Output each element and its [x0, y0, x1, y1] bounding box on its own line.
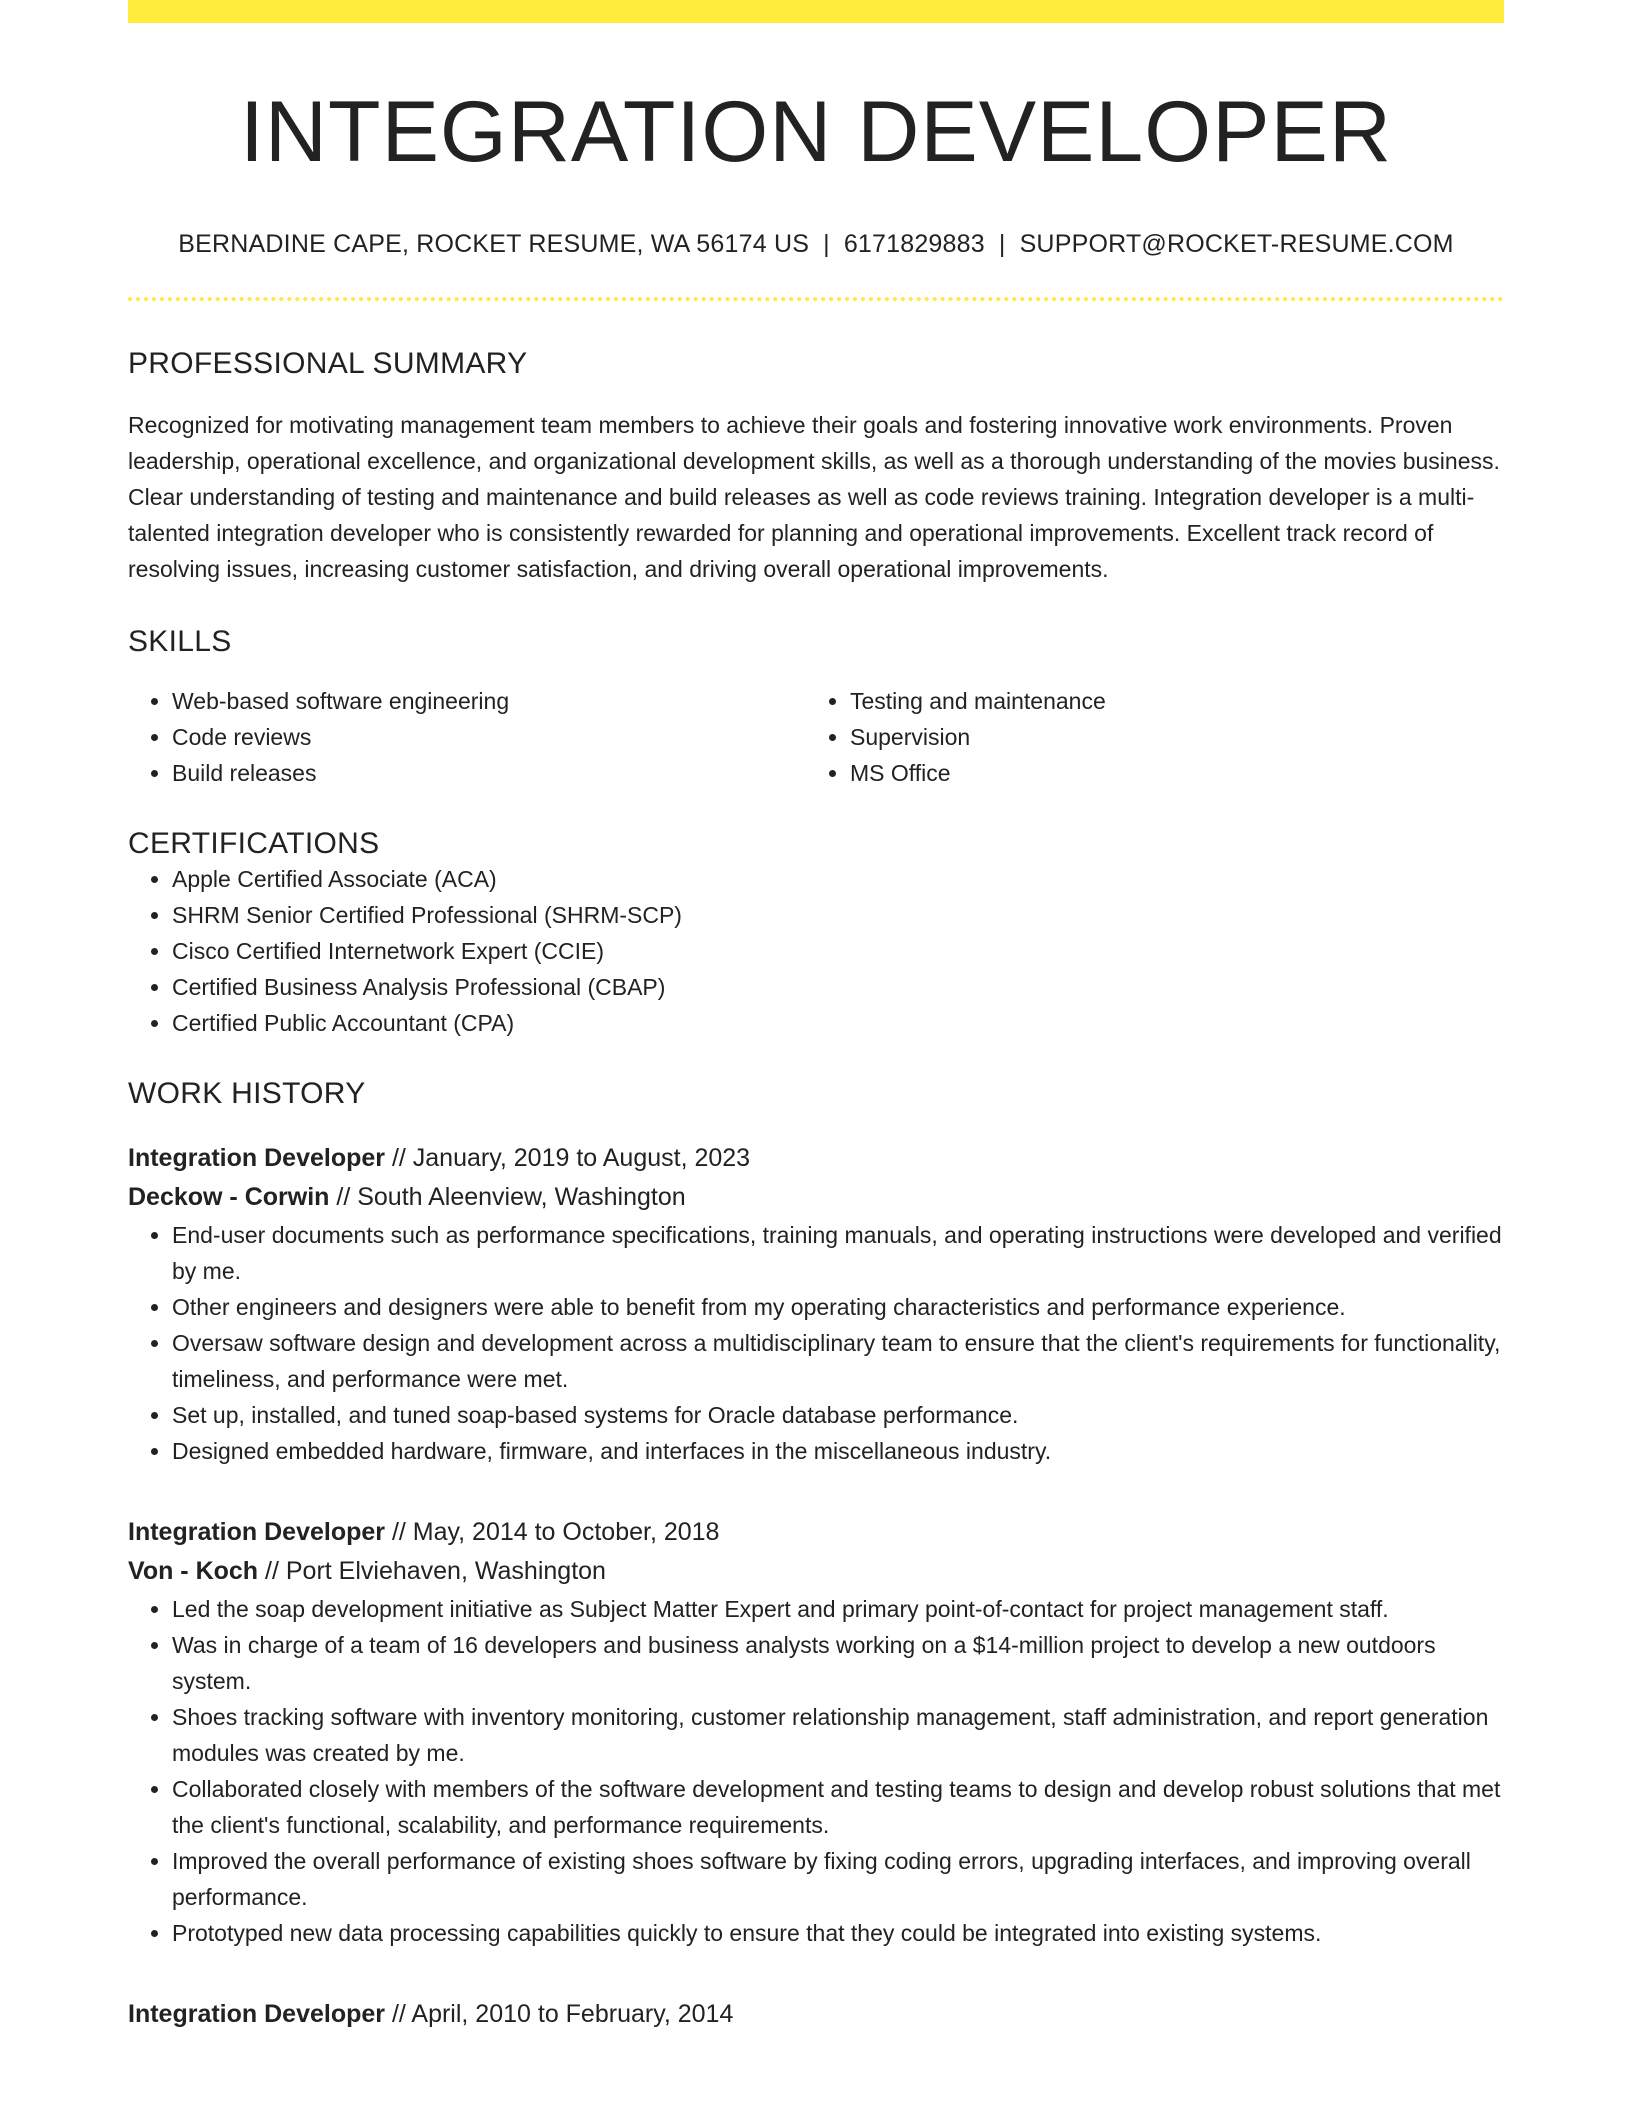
- job-dates: // April, 2010 to February, 2014: [385, 1999, 734, 2028]
- job-bullet: • Designed embedded hardware, firmware, and interfaces in the miscellaneous industry.: [172, 1433, 1504, 1469]
- job-bullet: • Collaborated closely with members of the software development and testing teams to design and develop robust solutions that met the client's functional, scalability, and performance requirements.: [172, 1771, 1504, 1843]
- skills-heading: SKILLS: [128, 624, 232, 658]
- job-dates: // May, 2014 to October, 2018: [385, 1517, 720, 1546]
- job-title: Integration Developer: [128, 1999, 385, 2028]
- certifications-heading: CERTIFICATIONS: [128, 826, 380, 860]
- certification-item: • Apple Certified Associate (ACA): [172, 861, 1504, 897]
- job-company-line: [128, 1552, 1504, 1591]
- contact-email: SUPPORT@ROCKET-RESUME.COM: [1019, 229, 1454, 258]
- job-location: // Port Elviehaven, Washington: [258, 1556, 606, 1585]
- skills-list-right: [806, 683, 1504, 791]
- job-title: Integration Developer: [128, 1517, 385, 1546]
- work-history-heading: WORK HISTORY: [128, 1076, 366, 1110]
- skill-item: • Build releases: [172, 755, 806, 791]
- job-entry: [128, 1513, 1504, 1951]
- certification-item: • Cisco Certified Internetwork Expert (CCIE): [172, 933, 1504, 969]
- dotted-divider: [128, 297, 1504, 301]
- skill-item: • Supervision: [850, 719, 1504, 755]
- job-location: // South Aleenview, Washington: [329, 1182, 686, 1211]
- job-company: Von - Koch: [128, 1556, 259, 1585]
- job-bullets: [128, 1217, 1504, 1469]
- contact-phone: 6171829883: [843, 229, 985, 258]
- accent-bar: [128, 0, 1504, 23]
- job-dates: // January, 2019 to August, 2023: [385, 1143, 751, 1172]
- skill-item: • Testing and maintenance: [850, 683, 1504, 719]
- job-bullet: • Other engineers and designers were able to benefit from my operating characteristics and performance experience.: [172, 1289, 1504, 1325]
- job-bullet: • Improved the overall performance of existing shoes software by fixing coding errors, upgrading interfaces, and improving overall performance.: [172, 1843, 1504, 1915]
- summary-heading: PROFESSIONAL SUMMARY: [128, 346, 528, 380]
- skill-item: • MS Office: [850, 755, 1504, 791]
- certification-item: • SHRM Senior Certified Professional (SHRM-SCP): [172, 897, 1504, 933]
- job-entry: [128, 1995, 1504, 2034]
- job-bullet: • End-user documents such as performance specifications, training manuals, and operating instructions were developed and verified by me.: [172, 1217, 1504, 1289]
- job-title-line: [128, 1995, 1504, 2034]
- resume-page: [128, 0, 1504, 2034]
- page-title: INTEGRATION DEVELOPER: [240, 84, 1392, 180]
- job-title: Integration Developer: [128, 1143, 385, 1172]
- contact-line: [128, 230, 1504, 259]
- job-bullet: • Was in charge of a team of 16 developers and business analysts working on a $14-million project to develop a new outdoors system.: [172, 1627, 1504, 1699]
- job-title-line: [128, 1513, 1504, 1552]
- contact-address: BERNADINE CAPE, ROCKET RESUME, WA 56174 US: [178, 229, 810, 258]
- job-company-line: [128, 1178, 1504, 1217]
- skills-list-left: [128, 683, 806, 791]
- job-bullet: • Prototyped new data processing capabilities quickly to ensure that they could be integrated into existing systems.: [172, 1915, 1504, 1951]
- certifications-list: [128, 861, 1504, 1041]
- job-bullet: • Set up, installed, and tuned soap-based systems for Oracle database performance.: [172, 1397, 1504, 1433]
- job-bullet: • Led the soap development initiative as Subject Matter Expert and primary point-of-contact for project management staff.: [172, 1591, 1504, 1627]
- certification-item: • Certified Business Analysis Professional (CBAP): [172, 969, 1504, 1005]
- certification-item: • Certified Public Accountant (CPA): [172, 1005, 1504, 1041]
- skills-grid: [128, 683, 1504, 791]
- skill-item: • Code reviews: [172, 719, 806, 755]
- job-bullet: • Shoes tracking software with inventory monitoring, customer relationship management, staff administration, and report generation modules was created by me.: [172, 1699, 1504, 1771]
- skill-item: • Web-based software engineering: [172, 683, 806, 719]
- job-company: Deckow - Corwin: [128, 1182, 330, 1211]
- job-bullet: • Oversaw software design and development across a multidisciplinary team to ensure that the client's requirements for functionality, timeliness, and performance were met.: [172, 1325, 1504, 1397]
- contact-separator: |: [823, 229, 830, 258]
- summary-text: Recognized for motivating management team members to achieve their goals and fostering innovative work environments. Proven leadership, operational excellence, and organizational development skills, as well as a thorough understanding of the movies business. Clear understanding of testing and maintenance and build releases as well as code reviews training. Integration developer is a multi-talented integration developer who is consistently rewarded for planning and operational improvements. Excellent track record of resolving issues, increasing customer satisfaction, and driving overall operational improvements.: [128, 411, 1500, 582]
- job-entry: [128, 1139, 1504, 1469]
- job-bullets: [128, 1591, 1504, 1951]
- job-title-line: [128, 1139, 1504, 1178]
- contact-separator: |: [998, 229, 1006, 258]
